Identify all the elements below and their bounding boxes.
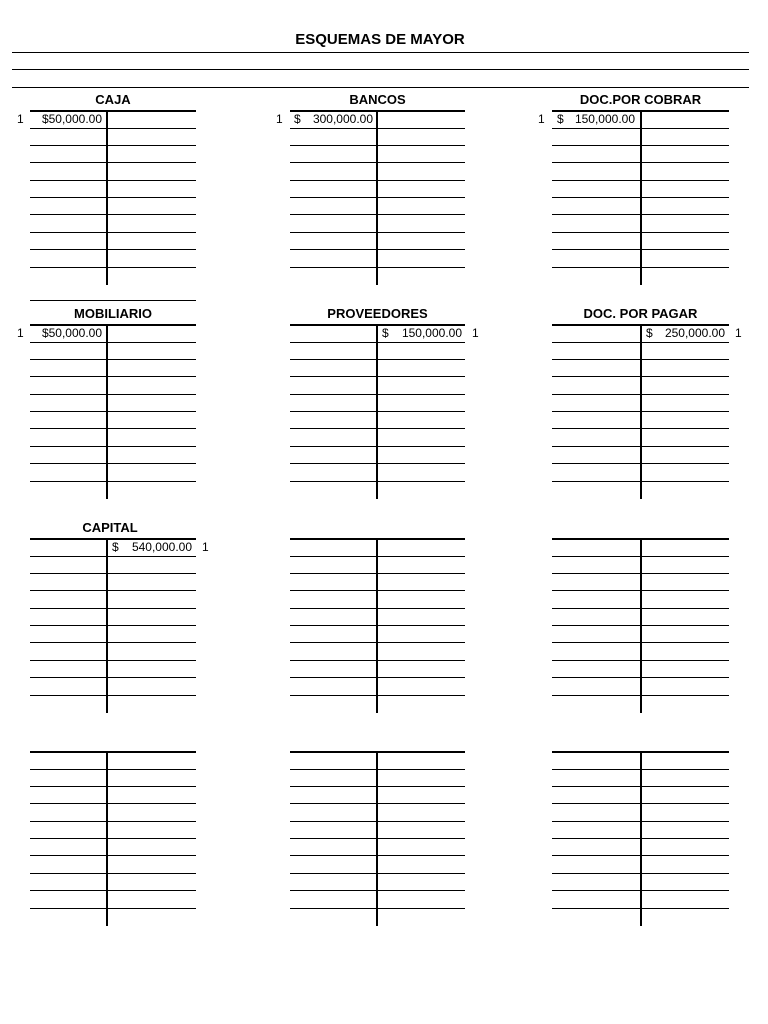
credit-ref: 1 xyxy=(735,326,742,340)
ledger-row-line xyxy=(290,376,465,377)
ledger-row-line xyxy=(552,803,729,804)
t-account-proveedores: PROVEEDORES $ 150,000.00 1 xyxy=(290,324,465,499)
ledger-row-line xyxy=(290,232,465,233)
ledger-row-line xyxy=(290,180,465,181)
ledger-row-line xyxy=(290,803,465,804)
ledger-row-line xyxy=(290,556,465,557)
ledger-row-line xyxy=(552,838,729,839)
debit-ref: 1 xyxy=(17,112,24,126)
ledger-row-line xyxy=(290,249,465,250)
ledger-row-line xyxy=(552,608,729,609)
t-account-blank xyxy=(290,538,465,713)
ledger-row-line xyxy=(290,359,465,360)
ledger-row-line xyxy=(30,908,196,909)
ledger-row-line xyxy=(552,128,729,129)
ledger-row-line xyxy=(552,446,729,447)
ledger-row-line xyxy=(290,838,465,839)
t-account-caja: CAJA 1 $50,000.00 xyxy=(30,110,196,285)
credit-ref: 1 xyxy=(472,326,479,340)
ledger-row-line xyxy=(552,481,729,482)
ledger-row-line xyxy=(30,162,196,163)
ledger-row-line xyxy=(552,908,729,909)
t-account-capital: CAPITAL $ 540,000.00 1 xyxy=(30,538,196,713)
ledger-row-line xyxy=(30,677,196,678)
ledger-row-line xyxy=(30,625,196,626)
ledger-row-line xyxy=(290,908,465,909)
debit-ref: 1 xyxy=(538,112,545,126)
ledger-row-line xyxy=(30,573,196,574)
ledger-row-line xyxy=(290,428,465,429)
t-account-mobiliario: MOBILIARIO 1 $50,000.00 xyxy=(30,324,196,499)
ledger-row-line xyxy=(552,890,729,891)
ledger-row-line xyxy=(30,267,196,268)
ledger-row-line xyxy=(552,463,729,464)
ledger-row-line xyxy=(552,411,729,412)
t-account-blank xyxy=(552,538,729,713)
ledger-row-line xyxy=(30,873,196,874)
ledger-row-line xyxy=(290,481,465,482)
page-title: ESQUEMAS DE MAYOR xyxy=(295,31,465,48)
account-title: DOC. POR PAGAR xyxy=(583,306,698,321)
ledger-row-line xyxy=(290,145,465,146)
debit-ref: 1 xyxy=(276,112,283,126)
ledger-row-line xyxy=(290,342,465,343)
ledger-row-line xyxy=(290,642,465,643)
ledger-row-line xyxy=(30,145,196,146)
ledger-row-line xyxy=(30,214,196,215)
t-account-blank xyxy=(290,751,465,926)
ledger-row-line xyxy=(552,197,729,198)
header-rule-2 xyxy=(12,69,749,70)
t-account-doc-por-cobrar: DOC.POR COBRAR 1 $ 150,000.00 xyxy=(552,110,729,285)
ledger-row-line xyxy=(30,232,196,233)
ledger-row-line xyxy=(552,695,729,696)
ledger-row-line xyxy=(30,590,196,591)
ledger-row-line xyxy=(552,180,729,181)
ledger-row-line xyxy=(290,660,465,661)
ledger-row-line xyxy=(30,428,196,429)
debit-ref: 1 xyxy=(17,326,24,340)
ledger-row-line xyxy=(552,394,729,395)
ledger-row-line xyxy=(552,677,729,678)
t-account-blank xyxy=(552,751,729,926)
ledger-row-line xyxy=(552,428,729,429)
ledger-row-line xyxy=(552,769,729,770)
ledger-row-line xyxy=(290,677,465,678)
ledger-row-line xyxy=(290,855,465,856)
ledger-row-line xyxy=(290,821,465,822)
ledger-row-line xyxy=(30,769,196,770)
ledger-row-line xyxy=(552,342,729,343)
ledger-row-line xyxy=(552,855,729,856)
ledger-row-line xyxy=(30,608,196,609)
ledger-row-line xyxy=(552,642,729,643)
t-account-blank xyxy=(30,751,196,926)
ledger-row-line xyxy=(30,180,196,181)
ledger-row-line xyxy=(552,625,729,626)
ledger-row-line xyxy=(290,590,465,591)
ledger-row-line xyxy=(30,197,196,198)
ledger-row-line xyxy=(552,786,729,787)
ledger-row-line xyxy=(30,394,196,395)
account-title: CAPITAL xyxy=(82,520,138,535)
ledger-row-line xyxy=(290,608,465,609)
ledger-row-line xyxy=(290,446,465,447)
ledger-row-line xyxy=(30,128,196,129)
ledger-row-line xyxy=(30,249,196,250)
account-title: PROVEEDORES xyxy=(327,306,428,321)
ledger-row-line xyxy=(30,660,196,661)
ledger-row-line xyxy=(552,359,729,360)
ledger-row-line xyxy=(552,573,729,574)
ledger-row-line xyxy=(290,394,465,395)
t-account-doc-por-pagar: DOC. POR PAGAR $ 250,000.00 1 xyxy=(552,324,729,499)
header-rule-3 xyxy=(12,87,749,88)
ledger-row-line xyxy=(30,890,196,891)
ledger-row-line xyxy=(30,376,196,377)
ledger-row-line xyxy=(290,769,465,770)
ledger-row-line xyxy=(552,162,729,163)
t-account-bancos: BANCOS 1 $ 300,000.00 xyxy=(290,110,465,285)
ledger-row-line xyxy=(30,786,196,787)
ledger-row-line xyxy=(290,573,465,574)
ledger-row-line xyxy=(552,376,729,377)
ledger-row-line xyxy=(552,145,729,146)
ledger-row-line xyxy=(30,642,196,643)
ledger-row-line xyxy=(30,838,196,839)
ledger-row-line xyxy=(290,128,465,129)
ledger-row-line xyxy=(30,481,196,482)
ledger-row-line xyxy=(30,803,196,804)
ledger-row-line xyxy=(552,590,729,591)
ledger-row-line xyxy=(30,463,196,464)
ledger-row-line xyxy=(290,890,465,891)
ledger-row-line xyxy=(552,249,729,250)
ledger-row-line xyxy=(552,873,729,874)
ledger-row-line xyxy=(290,214,465,215)
ledger-row-line xyxy=(30,411,196,412)
ledger-row-line xyxy=(290,267,465,268)
ledger-row-line xyxy=(552,214,729,215)
ledger-row-line xyxy=(30,359,196,360)
ledger-row-line xyxy=(290,695,465,696)
account-title: BANCOS xyxy=(349,92,406,107)
ledger-row-line xyxy=(552,267,729,268)
ledger-row-line xyxy=(290,197,465,198)
ledger-row-line xyxy=(552,556,729,557)
header-rule-1 xyxy=(12,52,749,53)
ledger-row-line xyxy=(290,162,465,163)
ledger-row-line xyxy=(290,625,465,626)
ledger-row-line xyxy=(552,821,729,822)
ledger-row-line xyxy=(30,446,196,447)
ledger-row-line xyxy=(290,411,465,412)
ledger-row-line xyxy=(552,660,729,661)
ledger-row-line xyxy=(30,821,196,822)
ledger-row-line xyxy=(290,463,465,464)
ledger-row-line xyxy=(552,232,729,233)
ledger-row-line xyxy=(30,855,196,856)
credit-ref: 1 xyxy=(202,540,209,554)
account-title: CAJA xyxy=(95,92,131,107)
ledger-row-line xyxy=(290,786,465,787)
ledger-row-line xyxy=(290,873,465,874)
ledger-row-line xyxy=(30,342,196,343)
ledger-row-line xyxy=(30,556,196,557)
ledger-row-line xyxy=(30,695,196,696)
account-title: MOBILIARIO xyxy=(74,306,152,321)
account-title: DOC.POR COBRAR xyxy=(579,92,702,107)
